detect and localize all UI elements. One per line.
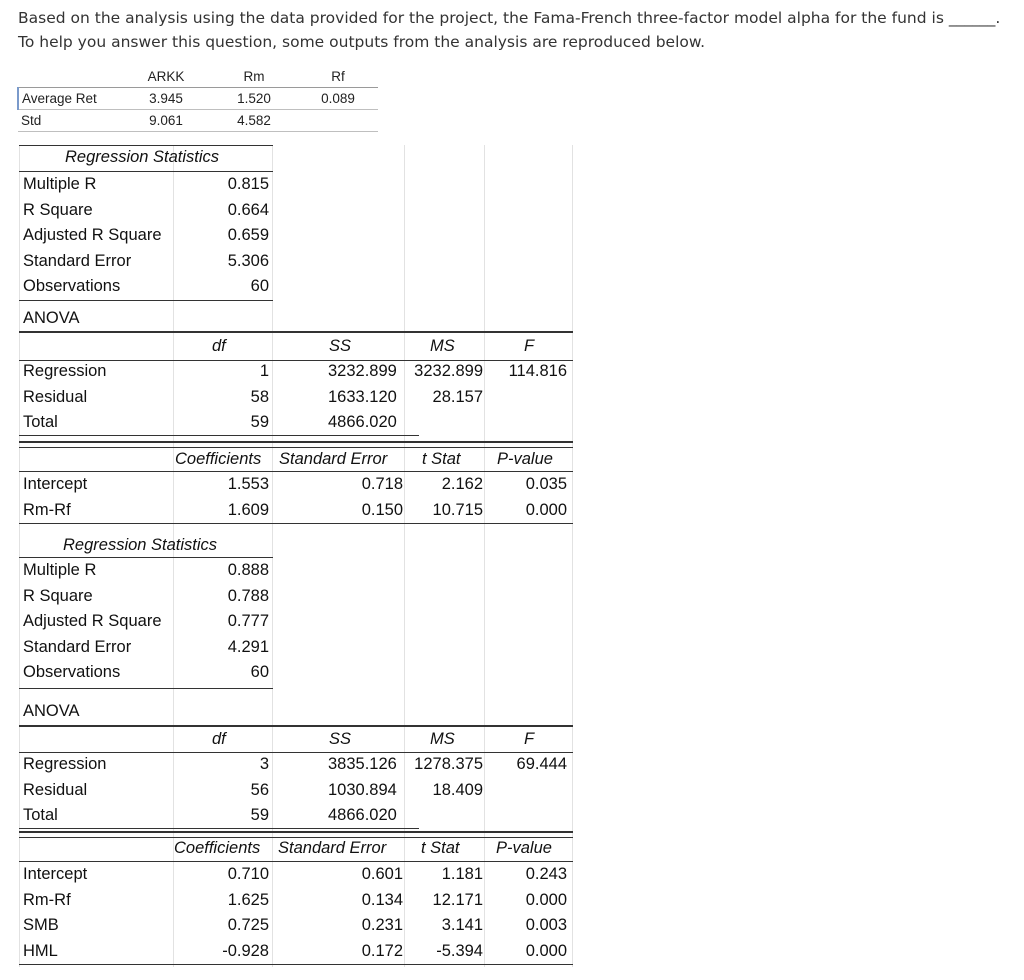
coef-label: SMB (23, 916, 59, 934)
reg2-anova-row (19, 778, 573, 804)
anova-header: MS (430, 337, 455, 355)
stat-value: 0.815 (227, 175, 269, 193)
question-text: Based on the analysis using the data provided for the project, the Fama-French three-factor model alpha for the fund is ______. To help you answer this question, some outputs from the analysis are reproduced below. (18, 9, 1001, 51)
anova-label: Residual (23, 780, 88, 799)
summary-cell: 9.061 (122, 110, 210, 132)
rule (19, 688, 273, 689)
anova-df: 59 (250, 806, 269, 824)
stat-value: 0.888 (227, 561, 269, 579)
reg1-anova-row (19, 359, 573, 385)
reg2-stat-row (19, 584, 573, 610)
coef-t: 2.162 (441, 475, 483, 493)
stat-value: 0.788 (227, 586, 269, 605)
anova-df: 3 (259, 755, 269, 773)
rule (19, 828, 419, 829)
coef-p: 0.035 (525, 475, 567, 493)
coef-p: 0.243 (525, 865, 567, 883)
coef-label: Rm-Rf (23, 890, 71, 909)
anova-label: Total (23, 806, 58, 824)
summary-row-std (18, 110, 378, 132)
coef-p: 0.000 (525, 941, 567, 960)
coef-p: 0.003 (525, 916, 567, 934)
anova-ss: 3232.899 (328, 362, 397, 380)
anova-df: 56 (250, 780, 269, 799)
coef-value: 1.625 (227, 890, 269, 909)
coef-header: Standard Error (279, 450, 388, 468)
anova-title: ANOVA (23, 309, 80, 327)
coef-t: 10.715 (432, 500, 483, 519)
coef-se: 0.718 (361, 475, 403, 493)
reg1-anova-row (19, 410, 573, 436)
stat-label: Observations (23, 663, 121, 681)
coef-label: Intercept (23, 475, 88, 493)
stat-label: Multiple R (23, 561, 97, 579)
rule (19, 523, 573, 524)
stat-value: 0.777 (227, 612, 269, 630)
rule (19, 331, 573, 333)
reg2-anova-title-row (19, 699, 573, 725)
coef-header: P-value (496, 839, 552, 857)
coef-se: 0.150 (361, 500, 403, 519)
coef-p: 0.000 (525, 890, 567, 909)
coef-se: 0.601 (361, 865, 403, 883)
reg2-coef-row (19, 939, 573, 965)
reg1-coef-row (19, 472, 573, 498)
stat-value: 0.664 (227, 200, 269, 219)
anova-ms: 3232.899 (414, 362, 483, 380)
coef-se: 0.172 (361, 941, 403, 960)
rule (19, 435, 419, 436)
summary-cell: 3.945 (122, 88, 210, 110)
summary-cell: 1.520 (210, 88, 298, 110)
stat-value: 60 (250, 663, 269, 681)
summary-table (17, 66, 378, 132)
summary-row-average (18, 88, 378, 110)
coef-value: 1.609 (227, 500, 269, 519)
regression-output-sheet (19, 145, 573, 967)
anova-header: F (524, 730, 535, 748)
anova-ms: 1278.375 (414, 755, 483, 773)
summary-row-label: Std (18, 110, 122, 132)
reg2-coef-row (19, 913, 573, 939)
summary-col-arkk: ARKK (122, 66, 210, 88)
anova-df: 1 (259, 362, 269, 380)
reg1-anova-row (19, 385, 573, 411)
reg1-coef-header-row (19, 447, 573, 473)
reg2-stats-title-row (19, 533, 573, 559)
stat-label: Adjusted R Square (23, 612, 162, 630)
coef-se: 0.134 (361, 890, 403, 909)
reg2-anova-row (19, 752, 573, 778)
coef-header: t Stat (421, 839, 460, 857)
anova-f: 69.444 (516, 755, 567, 773)
stat-value: 0.659 (227, 226, 269, 244)
coef-label: HML (23, 941, 58, 960)
coef-value: 0.710 (227, 865, 269, 883)
anova-label: Regression (23, 755, 107, 773)
reg2-stats-title: Regression Statistics (63, 536, 218, 554)
stat-value: 4.291 (227, 637, 269, 656)
rule (19, 964, 573, 965)
coef-value: 0.725 (227, 916, 269, 934)
reg2-coef-row (19, 862, 573, 888)
reg2-stat-row (19, 558, 573, 584)
coef-header: Coefficients (174, 839, 261, 857)
coef-header: P-value (497, 450, 553, 468)
reg1-anova-title-row (19, 306, 573, 332)
anova-label: Residual (23, 387, 88, 406)
reg1-anova-header-row (19, 334, 573, 360)
anova-label: Total (23, 413, 58, 431)
anova-header: MS (430, 730, 455, 748)
stat-label: Adjusted R Square (23, 226, 162, 244)
stat-value: 5.306 (227, 251, 269, 270)
reg1-stat-row (19, 249, 573, 275)
reg1-stats-title: Regression Statistics (65, 148, 220, 166)
reg1-coef-row (19, 498, 573, 524)
anova-ss: 3835.126 (328, 755, 397, 773)
summary-cell (298, 110, 378, 132)
coef-label: Intercept (23, 865, 88, 883)
anova-header: F (524, 337, 535, 355)
coef-value: 1.553 (227, 475, 269, 493)
anova-ss: 4866.020 (328, 413, 397, 431)
stat-label: Multiple R (23, 175, 97, 193)
anova-title: ANOVA (23, 702, 80, 720)
reg1-stat-row (19, 198, 573, 224)
reg2-stat-row (19, 635, 573, 661)
summary-cell: 0.089 (298, 88, 378, 110)
anova-df: 59 (250, 413, 269, 431)
anova-ss: 1030.894 (328, 780, 397, 799)
rule (19, 300, 273, 301)
stat-label: Standard Error (23, 251, 132, 270)
anova-header: df (212, 337, 226, 355)
stat-label: Observations (23, 277, 121, 295)
anova-f: 114.816 (508, 362, 567, 380)
stat-label: Standard Error (23, 637, 132, 656)
coef-label: Rm-Rf (23, 500, 71, 519)
reg2-coef-header-row (19, 836, 573, 862)
coef-t: 12.171 (432, 890, 483, 909)
summary-col-rm: Rm (210, 66, 298, 88)
coef-p: 0.000 (525, 500, 567, 519)
coef-t: -5.394 (436, 941, 483, 960)
reg2-anova-row (19, 803, 573, 829)
reg2-coef-row (19, 888, 573, 914)
stat-label: R Square (23, 586, 93, 605)
coef-se: 0.231 (361, 916, 403, 934)
anova-ms: 18.409 (432, 780, 483, 799)
coef-t: 1.181 (441, 865, 483, 883)
anova-df: 58 (250, 387, 269, 406)
summary-corner (18, 66, 122, 88)
coef-header: t Stat (422, 450, 461, 468)
coef-header: Coefficients (175, 450, 262, 468)
summary-col-rf: Rf (298, 66, 378, 88)
stat-label: R Square (23, 200, 93, 219)
reg1-stats-title-row (19, 145, 573, 171)
summary-row-label: Average Ret (18, 88, 122, 110)
reg2-stat-row (19, 660, 573, 686)
summary-header-row (18, 66, 378, 88)
coef-value: -0.928 (222, 941, 269, 960)
anova-label: Regression (23, 362, 107, 380)
anova-header: SS (329, 337, 352, 355)
reg1-stat-row (19, 172, 573, 198)
anova-header: df (212, 730, 226, 748)
anova-ss: 1633.120 (328, 387, 397, 406)
stat-value: 60 (250, 277, 269, 295)
reg2-stat-row (19, 609, 573, 635)
reg1-stat-row (19, 223, 573, 249)
coef-t: 3.141 (441, 916, 483, 934)
reg1-stat-row (19, 274, 573, 300)
anova-ms: 28.157 (432, 387, 483, 406)
summary-cell: 4.582 (210, 110, 298, 132)
anova-header: SS (329, 730, 352, 748)
coef-header: Standard Error (278, 839, 387, 857)
reg2-anova-header-row (19, 727, 573, 753)
anova-ss: 4866.020 (328, 806, 397, 824)
